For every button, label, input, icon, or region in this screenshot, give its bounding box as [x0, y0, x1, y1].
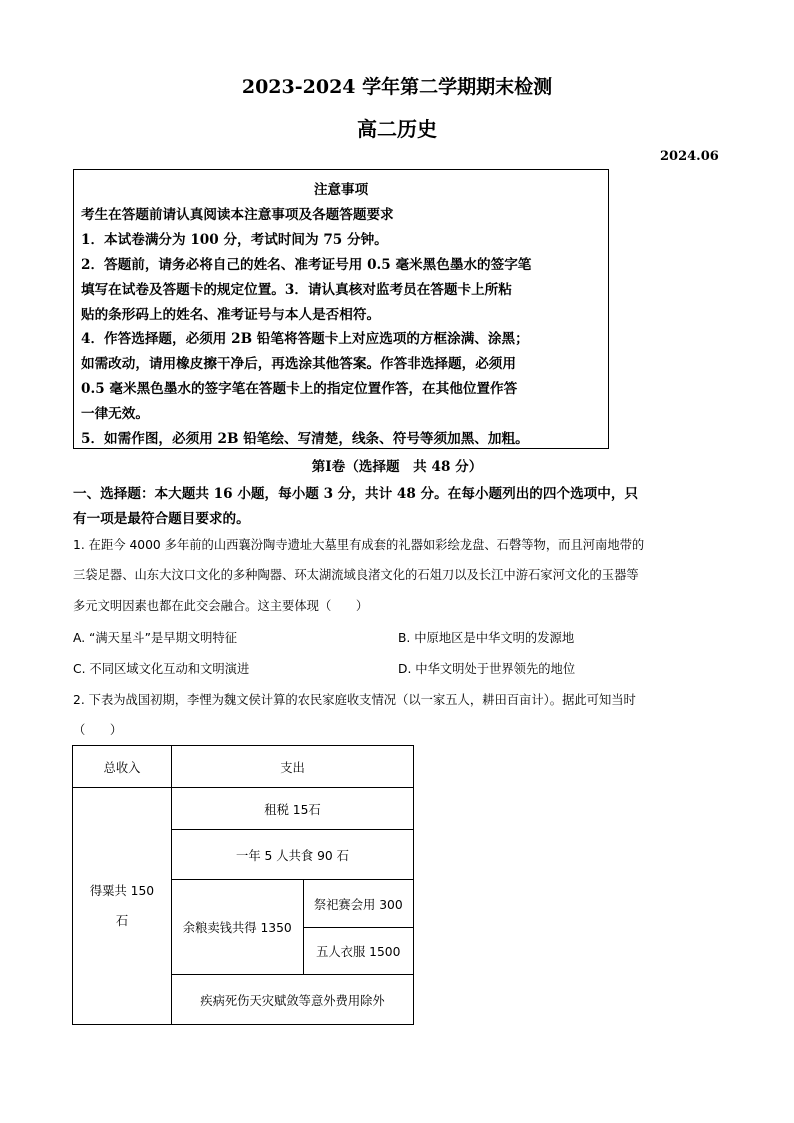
part-heading: 第Ⅰ卷（选择题 共 48 分）: [311, 459, 483, 475]
notice-line: 如需改动，请用橡皮擦干净后，再选涂其他答案。作答非选择题，必须用: [81, 356, 516, 372]
notice-line: 1．本试卷满分为 100 分，考试时间为 75 分钟。: [81, 232, 388, 248]
table-header-income: 总收入: [73, 746, 172, 788]
question-1-option-d: D. 中华文明处于世界领先的地位: [398, 662, 576, 676]
notice-line: 0.5 毫米黑色墨水的签字笔在答题卡上的指定位置作答，在其他位置作答: [81, 381, 518, 397]
income-expense-table: [72, 745, 414, 1025]
notice-title: 注意事项: [313, 182, 369, 198]
section-instruction: 有一项是最符合题目要求的。: [73, 511, 250, 527]
table-cell-misc: 疾病死伤天灾赋敛等意外费用除外: [172, 975, 414, 1025]
question-1-text: 三袋足器、山东大汶口文化的多种陶器、环太湖流域良渚文化的石俎刀以及长江中游石家河文化的玉器等: [73, 568, 639, 582]
question-1-text: 多元文明因素也都在此交会融合。这主要体现（ ）: [73, 599, 369, 613]
question-1-option-c: C. 不同区域文化互动和文明演进: [73, 662, 250, 676]
table-cell-food: 一年 5 人共食 90 石: [172, 830, 414, 880]
table-cell-sacrifice: 祭祀赛会用 300: [303, 880, 413, 928]
exam-subject: 高二历史: [357, 117, 437, 141]
question-1-option-b: B. 中原地区是中华文明的发源地: [398, 631, 575, 645]
notice-line: 4．作答选择题，必须用 2B 铅笔将答题卡上对应选项的方框涂满、涂黑；: [81, 331, 529, 347]
exam-title: 2023-2024 学年第二学期期末检测: [241, 76, 553, 98]
notice-line: 2．答题前，请务必将自己的姓名、准考证号用 0.5 毫米黑色墨水的签字笔: [81, 257, 532, 273]
question-1-text: 1. 在距今 4000 多年前的山西襄汾陶寺遗址大墓里有成套的礼器如彩绘龙盘、石磬等物，而且河南地带的: [73, 538, 645, 552]
notice-line: 贴的条形码上的姓名、准考证号与本人是否相符。: [81, 307, 381, 323]
income-line: 石: [115, 914, 129, 928]
income-line: 得粟共 150: [89, 884, 155, 898]
question-2-text: （ ）: [73, 723, 123, 737]
exam-date: 2024.06: [660, 149, 719, 164]
table-cell-tax: 租税 15石: [172, 788, 414, 830]
table-header-expense: 支出: [172, 746, 414, 788]
notice-box: [73, 169, 609, 449]
notice-line: 5．如需作图，必须用 2B 铅笔绘、写清楚，线条、符号等须加黑、加粗。: [81, 431, 529, 447]
notice-line: 考生在答题前请认真阅读本注意事项及各题答题要求: [81, 207, 394, 223]
notice-line: 一律无效。: [81, 406, 149, 422]
section-instruction: 一、选择题：本大题共 16 小题，每小题 3 分，共计 48 分。在每小题列出的四个选项中，只: [73, 486, 639, 502]
table-cell-surplus: 余粮卖钱共得 1350: [172, 880, 304, 975]
question-1-option-a: A. “满天星斗”是早期文明特征: [73, 631, 238, 645]
notice-line: 填写在试卷及答题卡的规定位置。3．请认真核对监考员在答题卡上所粘: [81, 282, 512, 298]
table-cell-clothes: 五人衣服 1500: [303, 928, 413, 975]
question-2-text: 2. 下表为战国初期，李悝为魏文侯计算的农民家庭收支情况（以一家五人，耕田百亩计）。据此可知当时: [73, 693, 636, 707]
table-cell-income: [73, 788, 172, 1025]
